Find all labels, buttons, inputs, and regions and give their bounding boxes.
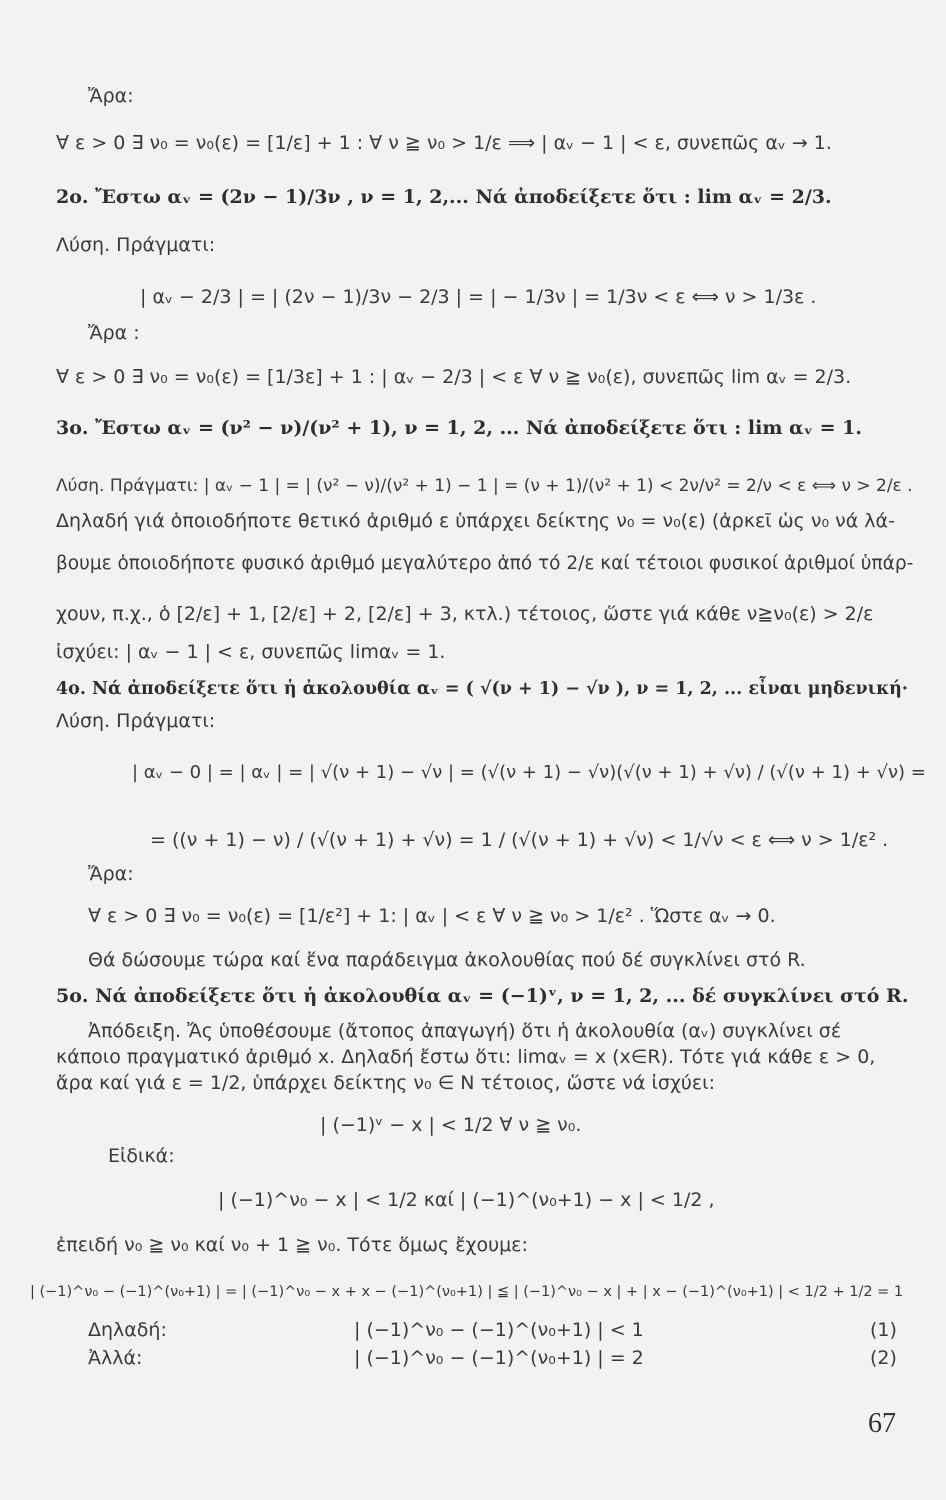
page-number: 67 <box>868 1408 896 1439</box>
text-line: | (−1)^ν₀ − x | < 1/2 καί | (−1)^(ν₀+1) − x | < 1/2 , <box>218 1189 715 1211</box>
text-line: ἐπειδή ν₀ ≧ ν₀ καί ν₀ + 1 ≧ ν₀. Τότε ὅμως ἔχουμε: <box>56 1234 528 1256</box>
text-line: | αᵥ − 2/3 | = | (2ν − 1)/3ν − 2/3 | = | − 1/3ν | = 1/3ν < ε ⟺ ν > 1/3ε . <box>140 286 817 308</box>
text-line: Λύση. Πράγματι: <box>56 710 216 732</box>
text-line: Ἄρα: <box>88 863 134 885</box>
text-line: | (−1)^ν₀ − (−1)^(ν₀+1) | = | (−1)^ν₀ − x + x − (−1)^(ν₀+1) | ≦ | (−1)^ν₀ − x | + | x − (−1)^(ν₀+1) | < 1/2 + 1/2 = 1 <box>30 1284 904 1300</box>
text-line: | (−1)^ν₀ − (−1)^(ν₀+1) | < 1 <box>354 1319 644 1341</box>
text-line: Δηλαδή: <box>88 1319 167 1341</box>
text-line: | αᵥ − 0 | = | αᵥ | = | √(ν + 1) − √ν | = (√(ν + 1) − √ν)(√(ν + 1) + √ν) / (√(ν + 1) + √ν) = <box>132 762 926 783</box>
text-line: (2) <box>870 1347 897 1369</box>
text-line: | (−1)^ν₀ − (−1)^(ν₀+1) | = 2 <box>354 1347 644 1369</box>
text-line: | (−1)ᵛ − x | < 1/2 ∀ ν ≧ ν₀. <box>320 1114 582 1136</box>
text-line: Ἄρα : <box>88 322 140 344</box>
text-line: βουμε ὁποιοδήποτε φυσικό ἀριθμό μεγαλύτερο ἀπό τό 2/ε καί τέτοιοι φυσικοί ἀριθμοί ὑπάρ- <box>56 553 914 574</box>
text-line: ∀ ε > 0 ∃ ν₀ = ν₀(ε) = [1/3ε] + 1 : | αᵥ − 2/3 | < ε ∀ ν ≧ ν₀(ε), συνεπῶς lim αᵥ = 2/3. <box>56 366 852 388</box>
text-line: ∀ ε > 0 ∃ ν₀ = ν₀(ε) = [1/ε²] + 1: | αᵥ | < ε ∀ ν ≧ ν₀ > 1/ε² . Ὥστε αᵥ → 0. <box>88 905 776 927</box>
text-line: = ((ν + 1) − ν) / (√(ν + 1) + √ν) = 1 / (√(ν + 1) + √ν) < 1/√ν < ε ⟺ ν > 1/ε² . <box>150 829 889 851</box>
text-line: 3ο. Ἔστω αᵥ = (ν² − ν)/(ν² + 1), ν = 1, 2, ... Νά ἀποδείξετε ὅτι : lim αᵥ = 1. <box>56 417 862 439</box>
text-line: ∀ ε > 0 ∃ ν₀ = ν₀(ε) = [1/ε] + 1 : ∀ ν ≧ ν₀ > 1/ε ⟹ | αᵥ − 1 | < ε, συνεπῶς αᵥ → 1. <box>56 132 832 154</box>
text-line: Θά δώσουμε τώρα καί ἕνα παράδειγμα ἀκολουθίας πού δέ συγκλίνει στό R. <box>88 949 806 971</box>
text-line: χουν, π.χ., ὁ [2/ε] + 1, [2/ε] + 2, [2/ε] + 3, κτλ.) τέτοιος, ὥστε γιά κάθε ν≧ν₀(ε) > 2/ε <box>56 603 874 625</box>
text-line: 4ο. Νά ἀποδείξετε ὅτι ἡ ἀκολουθία αᵥ = ( √(ν + 1) − √ν ), ν = 1, 2, ... εἶναι μηδενική· <box>56 679 908 699</box>
text-line: Ἄρα: <box>88 85 134 107</box>
text-line: Ἀλλά: <box>88 1347 143 1369</box>
text-line: Λύση. Πράγματι: | αᵥ − 1 | = | (ν² − ν)/(ν² + 1) − 1 | = (ν + 1)/(ν² + 1) < 2ν/ν² = 2/ν < ε ⟺ ν > 2/ε . <box>56 476 913 496</box>
text-line: Εἰδικά: <box>108 1145 175 1167</box>
text-line: Δηλαδή γιά ὁποιοδήποτε θετικό ἀριθμό ε ὑπάρχει δείκτης ν₀ = ν₀(ε) (ἀρκεῖ ὡς ν₀ νά λά- <box>56 510 895 532</box>
text-line: Λύση. Πράγματι: <box>56 234 216 256</box>
text-line: ἄρα καί γιά ε = 1/2, ὑπάρχει δείκτης ν₀ ∈ N τέτοιος, ὥστε νά ἰσχύει: <box>56 1072 716 1094</box>
text-line: 5ο. Νά ἀποδείξετε ὅτι ἡ ἀκολουθία αᵥ = (−1)ᵛ, ν = 1, 2, ... δέ συγκλίνει στό R. <box>56 985 909 1007</box>
text-line: (1) <box>870 1319 897 1341</box>
text-line: 2ο. Ἔστω αᵥ = (2ν − 1)/3ν , ν = 1, 2,... Νά ἀποδείξετε ὅτι : lim αᵥ = 2/3. <box>56 186 832 208</box>
text-line: ἰσχύει: | αᵥ − 1 | < ε, συνεπῶς limαᵥ = 1. <box>56 641 446 663</box>
text-line: Ἀπόδειξη. Ἄς ὑποθέσουμε (ἄτοπος ἀπαγωγή) ὅτι ἡ ἀκολουθία (αᵥ) συγκλίνει σέ <box>88 1020 842 1042</box>
text-line: κάποιο πραγματικό ἀριθμό x. Δηλαδή ἔστω ὅτι: limαᵥ = x (x∈R). Τότε γιά κάθε ε > 0, <box>56 1046 876 1068</box>
